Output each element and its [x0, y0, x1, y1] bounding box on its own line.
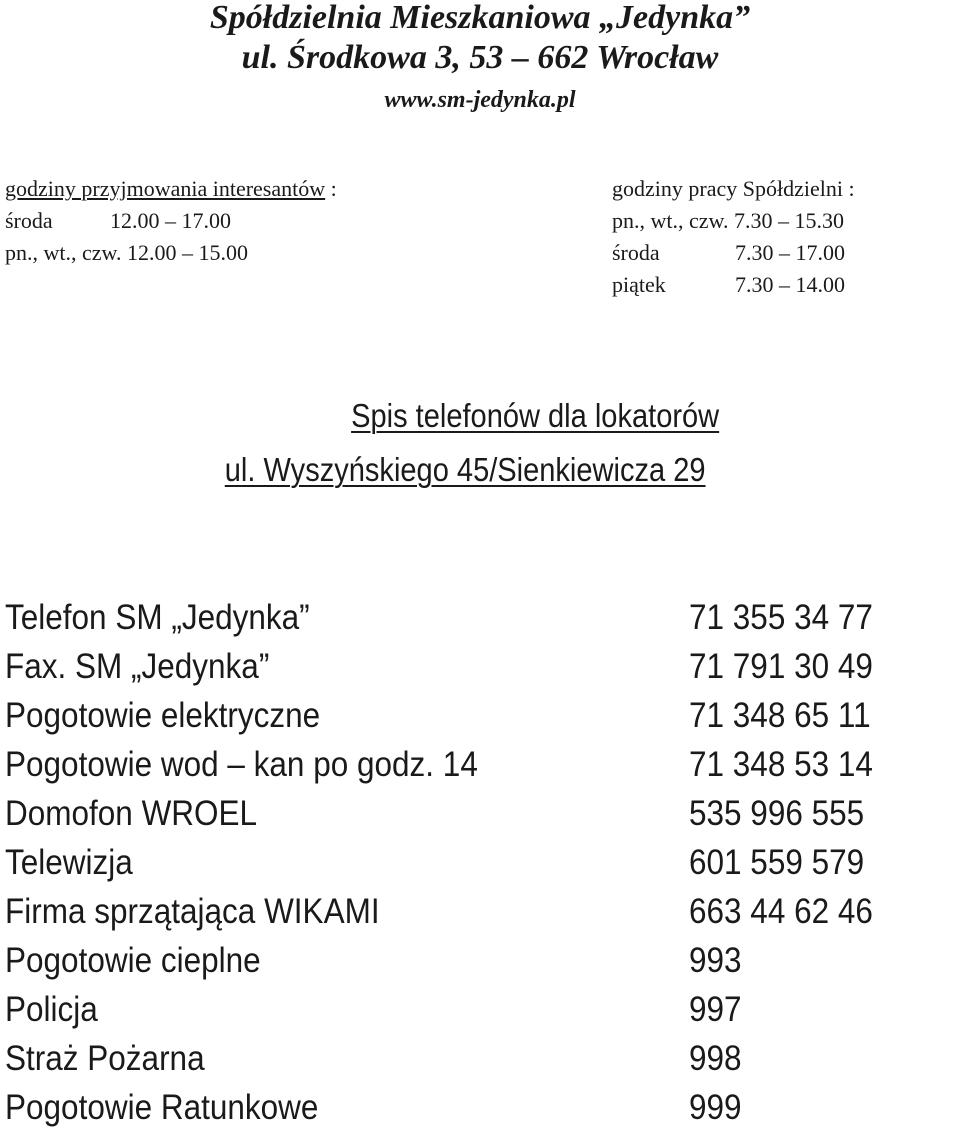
phone-entry-label: Telefon SM „Jedynka” [5, 598, 310, 637]
phone-entry-number: 535 996 555 [689, 794, 865, 833]
office-hours-title [5, 176, 337, 208]
work-hours-row [612, 208, 855, 240]
work-hours-row [612, 272, 855, 304]
work-hours-row [612, 240, 855, 272]
phone-entry [5, 936, 955, 985]
phone-entry-label: Pogotowie wod – kan po godz. 14 [5, 745, 478, 784]
phone-entry-number: 663 44 62 46 [689, 892, 873, 931]
office-hours-time: 12.00 – 17.00 [110, 208, 231, 233]
work-hours-days: pn., wt., czw. [612, 208, 729, 233]
phonebook-subtitle-text: ul. Wyszyńskiego 45/Sienkiewicza 29 [224, 451, 706, 488]
office-hours-title-text: godziny przyjmowania interesantów [5, 176, 326, 201]
office-hours-section [5, 176, 337, 272]
cooperative-website: www.sm-jedynka.pl [384, 87, 576, 113]
phone-entry-label: Pogotowie cieplne [5, 941, 261, 980]
office-hours-days: pn., wt., czw. [5, 240, 122, 265]
phone-entry [5, 740, 955, 789]
phone-entry [5, 691, 955, 740]
phone-entry [5, 887, 955, 936]
phone-entry-number: 71 791 30 49 [689, 647, 873, 686]
phone-entry-label: Pogotowie elektryczne [5, 696, 321, 735]
office-hours-title-suffix: : [325, 176, 337, 201]
phone-entry [5, 593, 955, 642]
cooperative-address: ul. Środkowa 3, 53 – 662 Wrocław [241, 39, 719, 76]
office-hours-row [5, 240, 337, 272]
work-hours-time: 7.30 – 17.00 [735, 240, 845, 265]
phone-entry-label: Straż Pożarna [5, 1039, 205, 1078]
office-hours-time: 12.00 – 15.00 [127, 240, 248, 265]
phone-entry-number: 999 [689, 1088, 742, 1127]
office-hours-days: środa [5, 208, 53, 233]
office-hours-row [5, 208, 337, 240]
phone-entry-number: 997 [689, 990, 742, 1029]
work-hours-title: godziny pracy Spółdzielni : [612, 176, 855, 201]
phone-entry-number: 998 [689, 1039, 742, 1078]
phone-entry [5, 642, 955, 691]
phone-entry [5, 1083, 955, 1132]
phone-entry [5, 838, 955, 887]
work-hours-days: środa [612, 240, 660, 265]
phone-entry [5, 1034, 955, 1083]
work-hours-time: 7.30 – 14.00 [735, 272, 845, 297]
cooperative-name: Spółdzielnia Mieszkaniowa „Jedynka” [209, 0, 751, 36]
phone-entry [5, 985, 955, 1034]
phone-entry-label: Fax. SM „Jedynka” [5, 647, 270, 686]
work-hours-days: piątek [612, 272, 666, 297]
phone-entry-label: Pogotowie Ratunkowe [5, 1088, 319, 1127]
work-hours-section [612, 176, 855, 304]
phone-entry-number: 993 [689, 941, 742, 980]
phone-entry-label: Telewizja [5, 843, 133, 882]
phonebook-title-text: Spis telefonów dla lokatorów [350, 397, 720, 434]
phonebook-subtitle [0, 450, 960, 490]
phone-entry-label: Domofon WROEL [5, 794, 258, 833]
phone-entry [5, 789, 955, 838]
phone-entry-number: 71 348 65 11 [689, 696, 871, 735]
phonebook-title [0, 396, 960, 436]
phone-entry-label: Firma sprzątająca WIKAMI [5, 892, 380, 931]
phone-entry-number: 71 348 53 14 [689, 745, 873, 784]
work-hours-time: 7.30 – 15.30 [734, 208, 844, 233]
phone-entry-label: Policja [5, 990, 98, 1029]
phone-entry-number: 71 355 34 77 [689, 598, 873, 637]
phone-list [5, 593, 955, 1132]
phone-entry-number: 601 559 579 [689, 843, 865, 882]
